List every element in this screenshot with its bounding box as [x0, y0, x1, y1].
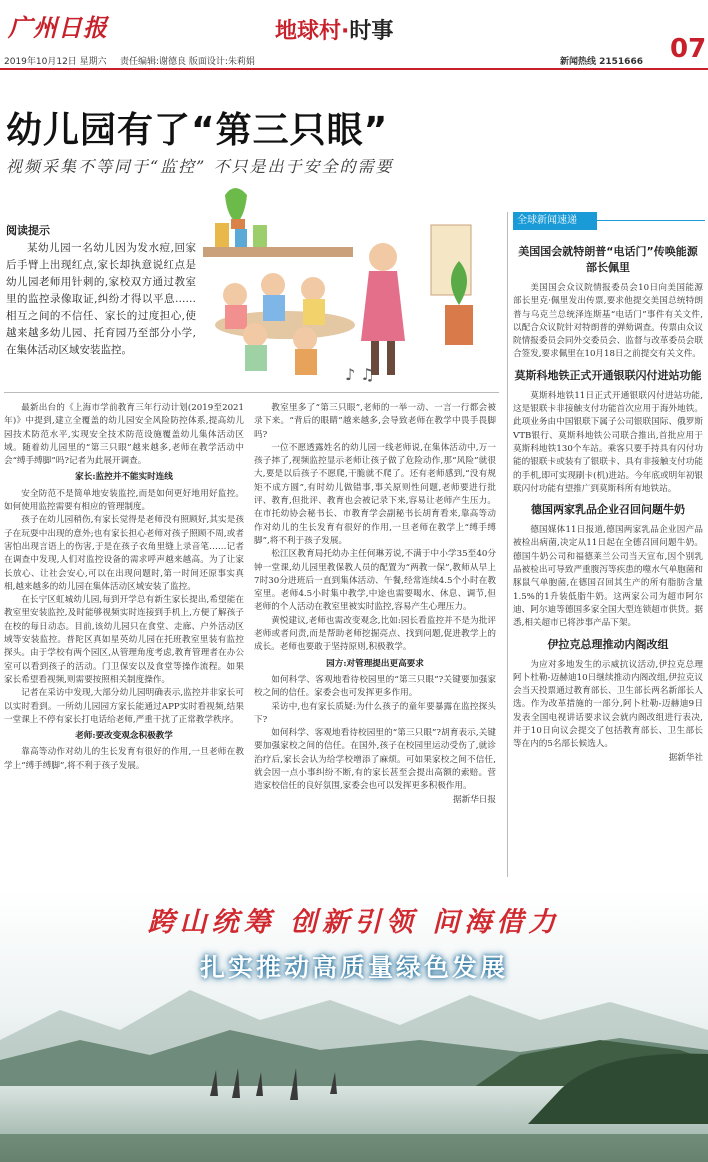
classroom-illustration [195, 185, 505, 395]
newspaper-logo: 广州日报 [8, 13, 108, 42]
body-paragraph: 黄悦建议,老师也需改变观念,比如:园长看监控并不是为批评老师或者问责,而是帮助老师挖掘亮点、找到问题,促进教学上的成长。老师也要敢于坚持原则,积极教学。 [254, 615, 496, 653]
sidebar-header: 全球新闻速递 [513, 212, 597, 230]
body-paragraph: 靠高等动作对幼儿的生长发育有很好的作用,一旦老师在教学上“缚手缚脚”,将不利于孩子发展。 [4, 747, 244, 771]
body-paragraph: 松江区教育局托幼办主任何琳芳说,不满于中小学35至40分钟一堂课,幼儿园里教保教人员的配置为“两教一保”,教师从早上7时30分进班后一直到集体活动、午餐,经常连续4.5个小时在教室里。老师4.5小时集中教学,中途也需要喝水、休息、调节,但老师的个人活动在教室里被实时监控,容易产生心理压力。 [254, 549, 496, 613]
column-title-a: 地球村 [275, 19, 342, 44]
body-paragraph: 如何科学、客观地看待校园里的“第三只眼”?关键要加强家校之间的信任。家委会也可发挥更多作用。 [254, 674, 496, 699]
sidebar-source: 据新华社 [668, 752, 703, 763]
banner-slogan-1: 跨山统筹 创新引领 问海借力 [147, 907, 561, 938]
lead-separator [4, 392, 499, 393]
article-headline: 幼儿园有了“第三只眼” [6, 110, 389, 151]
article-source: 据新华日报 [453, 794, 496, 805]
brief-body: 莫斯科地铁11日正式开通银联闪付进站功能,这是银联卡非接触支付功能首次应用于海外地铁。此项业务由中国银联下属子公司银联国际、俄罗斯VTB银行、莫斯科地铁公司联合推出,首批应用于莫斯科地铁130个车站。乘客只要手持具有闪付功能的银联卡或装有了银联卡、具有非接触支付功能的手机,即可实现刷卡(机)进站。今年底或明年初银联闪付功能有望推广到莫斯科所有地铁站。 [513, 390, 703, 494]
section-subheading: 老师:要改变观念积极教学 [75, 731, 173, 742]
body-paragraph: 在长宁区虹城幼儿园,每到开学总有新生家长提出,希望能在教室里安装监控,及时能够视频实时连接到手机上,方便了解孩子在校的每日动态。目前,该幼儿园只在食堂、走廊、户外活动区域等安装监控。普陀区真如星英幼儿园在托班教室里装有监控探头。由于学校有两个园区,从管理角度考虑,教育管理者在办公室可以看到孩子的活动。门卫保安以及食堂等操作流程。如果家长希望看视频,则需要按照相关制度操作。 [4, 595, 244, 685]
column-title-b: 时事 [349, 19, 394, 44]
masthead-rule [0, 68, 708, 70]
editor-credit: 责任编辑:谢德良 版面设计:朱莉娟 [120, 57, 255, 67]
section-subheading: 家长:监控并不能实时连线 [75, 472, 173, 483]
article-subhead: 视频采集不等同于“监控” 不只是出于安全的需要 [6, 157, 394, 176]
brief-title: 德国两家乳品企业召回问题牛奶 [531, 503, 685, 517]
brief-title: 莫斯科地铁正式开通银联闪付进站功能 [514, 368, 702, 382]
article-column-2 [254, 402, 496, 882]
body-paragraph: 一位不愿透露姓名的幼儿园一线老师说,在集体活动中,万一孩子摔了,视频监控显示老师让孩子做了危险动作,那“风险”就很大,要是以后孩子不愿爬,干脆就不爬了。还有老师感到,“没有规矩不成方圆”,有时幼儿做错事,事关原则性问题,老师要进行批评、教育,但批评、教育也会被记录下来,容易让老师产生压力。在市托幼协会秘书长、市教育学会副秘书长胡育看来,靠高等动作对幼儿的生长发育有很好的作用,一旦老师在教学上“缚手缚脚”,将不利于孩子发展。 [254, 442, 496, 546]
lead-paragraph: 某幼儿园一名幼儿因为发水痘,回家后手臂上出现红点,家长却执意说红点是幼儿园老师用针刺的,家校双方通过教室里的监控录像取证,纠纷才得以平息……相互之间的不信任、家长的过度担心,使越来越多幼儿园、托育园乃至部分小学,在集体活动区域安装监控。 [6, 242, 196, 356]
section-subheading: 园方:对管理提出更高要求 [326, 658, 424, 669]
body-paragraph: 采访中,也有家长质疑:为什么孩子的童年要暴露在监控探头下? [254, 701, 496, 725]
article-column-1 [4, 402, 244, 882]
body-paragraph: 教室里多了“第三只眼”,老师的一举一动、一言一行都会被录下来。“背后的眼睛”越来越多,会导致老师在教学中畏手畏脚吗? [254, 403, 496, 440]
column-divider [507, 212, 508, 877]
sidebar-header-rule [597, 220, 705, 221]
brief-title: 伊拉克总理推动内阁改组 [547, 637, 669, 651]
brief-body: 为应对多地发生的示威抗议活动,伊拉克总理阿卜杜勒-迈赫迪10日继续推动内阁改组,伊拉克议会当天投票通过教育部长、卫生部长两名新部长人选。作为改革措施的一部分,阿卜杜勒-迈赫迪9日发表全国电视讲话要求议会就内阁改组进行表决,并于10日向议会提交了包括教育部长、卫生部长等在内的5名部长候选人。 [513, 659, 703, 750]
body-paragraph: 记者在采访中发现,大部分幼儿园明确表示,监控并非家长可以实时看到。一所幼儿园园方家长能通过APP实时看视频,结果一堂课上不停有家长打电话给老师,严重干扰了正常教学秩序。 [4, 688, 244, 725]
column-title [275, 14, 393, 45]
issue-date: 2019年10月12日 星期六 [4, 57, 107, 67]
column-title-sep: · [341, 19, 350, 44]
news-brief-sidebar [513, 238, 703, 878]
svg-text:♪ ♫: ♪ ♫ [345, 365, 375, 384]
body-paragraph: 最新出台的《上海市学前教育三年行动计划(2019至2021年)》中提到,建立全覆盖的幼儿园安全风险防控体系,提高幼儿园技术防范水平,实现安全技术防范设施覆盖幼儿集体活动区域。随着幼儿园里的“第三只眼”越来越多,老师在教学活动中会“缚手缚脚”吗?记者为此展开调查。 [4, 403, 244, 467]
body-paragraph: 如何科学、客观地看待校园里的“第三只眼”?胡育表示,关键要加强家校之间的信任。在国外,孩子在校园里运动受伤了,就诊治疗后,家长会认为给学校增添了麻烦。可如果家校之间不信任,就会因一点小事纠纷不断,有的家长甚至会提出高额的索赔。营造家校信任的良好氛围,家委会也可以发挥更多积极作用。 [254, 728, 496, 792]
issue-info-bar [0, 54, 665, 68]
brief-title: 美国国会就特朗普“电话门”传唤能源部长佩里 [518, 245, 698, 274]
body-paragraph: 安全防范不是简单地安装监控,而是如何更好地用好监控。如何使用监控需要有相应的管理制度。 [4, 488, 244, 513]
reading-tips-label: 阅读提示 [6, 224, 50, 237]
banner-slogan-2: 扎实推动高质量绿色发展 [199, 953, 508, 982]
page-number: 07 [670, 34, 707, 64]
brief-body: 美国国会众议院情报委员会10日向美国能源部长里克·佩里发出传票,要求他提交美国总统特朗普与乌克兰总统泽连斯基“电话门”事件有关文件,以配合众议院针对特朗普的弹劾调查。传票由众议院情报委员会同外交委员会、监督与改革委员会联合签发,要求佩里在10月18日之前提交有关文件。 [513, 283, 703, 360]
news-hotline: 新闻热线 2151666 [560, 57, 643, 67]
brief-body: 德国媒体11日报道,德国两家乳品企业因产品被检出病菌,决定从11日起在全德召回问题牛奶。德国牛奶公司和福德莱兰公司当天宣布,因个别乳品被检出可导致严重腹泻等疾患的噬水气单胞菌和豚鼠气单胞菌,在德国召回其生产的所有脂肪含量1.5%的1升装低脂牛奶。这两家公司为超市阿尔迪、阿尔迪等德国多家全国大型连锁超市供货。据悉,相关超市已将涉事产品下架。 [513, 525, 703, 629]
article-lead [6, 240, 196, 359]
body-paragraph: 孩子在幼儿园稍伤,有家长觉得是老师没有照顾好,其实是孩子在玩耍中出现的意外;也有家长担心老师对孩子照顾不周,或者害怕出现言语上的伤害,于是在孩子衣角里缝上录音笔……记者在调查中发现,人们对监控设备的需求呼声越来越高。为了让家长放心、让社会安心,可以在出现问题时,第一时间还原事实真相,越来越多的幼儿园在集体活动区域安装了监控。 [4, 515, 244, 592]
